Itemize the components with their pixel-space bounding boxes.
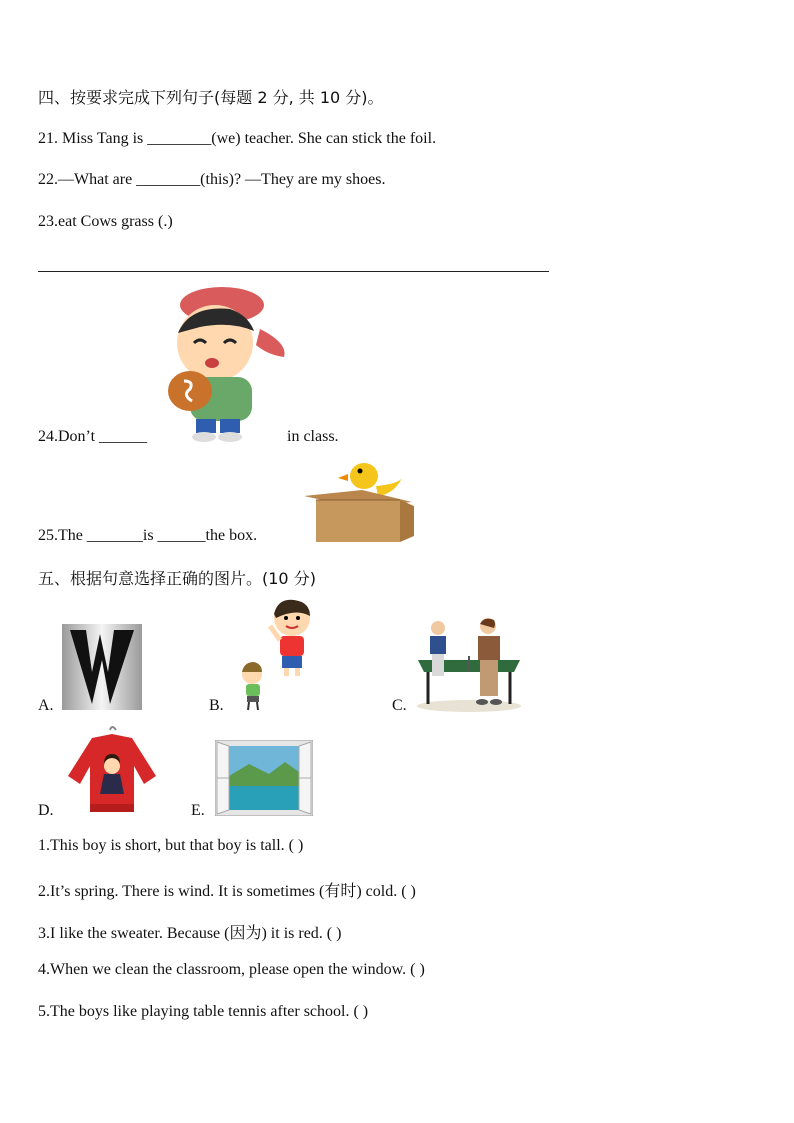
option-e-label: E.: [191, 802, 205, 819]
matching-question-2: 2.It’s spring. There is wind. It is sometimes (有时) cold. ( ): [38, 883, 416, 900]
matching-question-4: 4.When we clean the classroom, please open the window. ( ): [38, 961, 425, 978]
tall-short-boys-icon: [236, 598, 320, 712]
red-sweater-icon: [64, 726, 160, 816]
option-c-label: C.: [392, 697, 407, 714]
question-22: 22.—What are ________(this)? —They are my shoes.: [38, 171, 386, 188]
duck-in-box-icon: [302, 456, 417, 544]
boy-eating-icon: [160, 285, 290, 443]
question-23: 23.eat Cows grass (.): [38, 213, 173, 230]
question-21: 21. Miss Tang is ________(we) teacher. She can stick the foil.: [38, 130, 437, 147]
question-24-part2: in class.: [287, 428, 339, 445]
open-window-icon: [215, 740, 313, 816]
matching-question-3: 3.I like the sweater. Because (因为) it is red. ( ): [38, 925, 342, 942]
question-24-part1: 24.Don’t ______: [38, 428, 148, 445]
answer-line: [38, 271, 549, 272]
option-d-label: D.: [38, 802, 54, 819]
table-tennis-icon: [414, 616, 524, 714]
wind-w-icon: [62, 624, 142, 710]
section4-heading: 四、按要求完成下列句子(每题 2 分, 共 10 分)。: [38, 88, 384, 107]
option-a-label: A.: [38, 697, 54, 714]
matching-question-5: 5.The boys like playing table tennis after school. ( ): [38, 1003, 369, 1020]
matching-question-1: 1.This boy is short, but that boy is tall. ( ): [38, 837, 304, 854]
question-25: 25.The _______is ______the box.: [38, 527, 258, 544]
option-b-label: B.: [209, 697, 224, 714]
section5-heading: 五、根据句意选择正确的图片。(10 分): [38, 569, 316, 588]
